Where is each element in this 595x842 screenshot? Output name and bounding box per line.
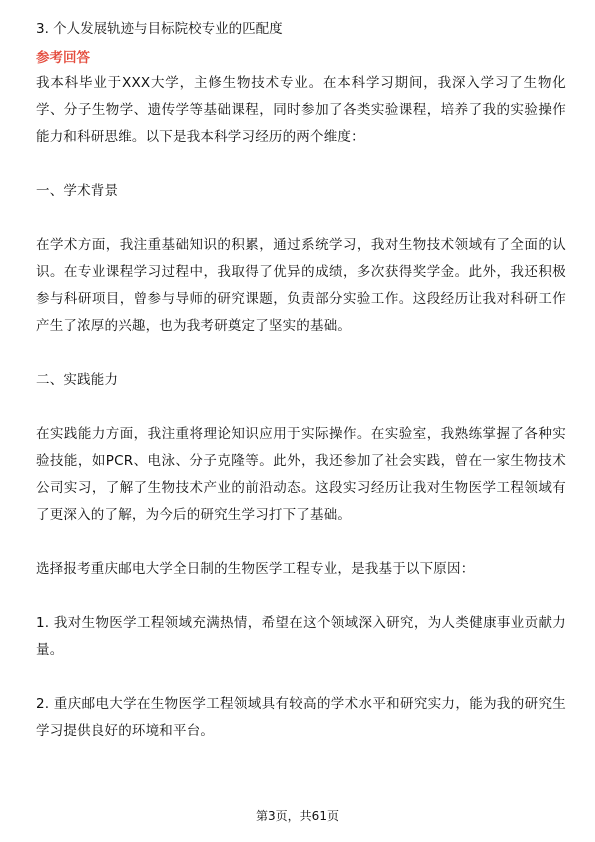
- question-title: 3. 个人发展轨迹与目标院校专业的匹配度: [36, 21, 283, 37]
- spacer: [36, 205, 566, 232]
- reason-intro-paragraph: 选择报考重庆邮电大学全日制的生物医学工程专业，是我基于以下原因：: [36, 561, 475, 577]
- spacer: [36, 394, 566, 421]
- spacer: [36, 664, 566, 691]
- page-number: 第3页，共61页: [256, 809, 339, 823]
- answer-label: 参考回答: [36, 50, 90, 66]
- spacer: [36, 151, 566, 178]
- reason-item-2: 2. 重庆邮电大学在生物医学工程领域具有较高的学术水平和研究实力，能为我的研究生学习提供良好的环境和平台。: [36, 696, 566, 739]
- section-heading-academic: 一、学术背景: [36, 183, 119, 199]
- spacer: [36, 583, 566, 610]
- section-body-academic: 在学术方面，我注重基础知识的积累，通过系统学习，我对生物技术领域有了全面的认识。在专业课程学习过程中，我取得了优异的成绩，多次获得奖学金。此外，我还积极参与科研项目，曾参与导师的研究课题，负责部分实验工作。这段经历让我对科研工作产生了浓厚的兴趣，也为我考研奠定了坚实的基础。: [36, 237, 566, 334]
- section-heading-practice: 二、实践能力: [36, 372, 119, 388]
- reason-item-1: 1. 我对生物医学工程领域充满热情，希望在这个领域深入研究，为人类健康事业贡献力量。: [36, 615, 566, 658]
- spacer: [36, 529, 566, 556]
- section-body-practice: 在实践能力方面，我注重将理论知识应用于实际操作。在实验室，我熟练掌握了各种实验技能，如PCR、电泳、分子克隆等。此外，我还参加了社会实践，曾在一家生物技术公司实习，了解了生物技术产业的前沿动态。这段实习经历让我对生物医学工程领域有了更深入的了解，为今后的研究生学习打下了基础。: [36, 426, 566, 523]
- answer-intro-paragraph: 我本科毕业于XXX大学，主修生物技术专业。在本科学习期间，我深入学习了生物化学、分子生物学、遗传学等基础课程，同时参加了各类实验课程，培养了我的实验操作能力和科研思维。以下是我本科学习经历的两个维度：: [36, 75, 566, 145]
- page-content: [36, 18, 566, 745]
- spacer: [36, 340, 566, 367]
